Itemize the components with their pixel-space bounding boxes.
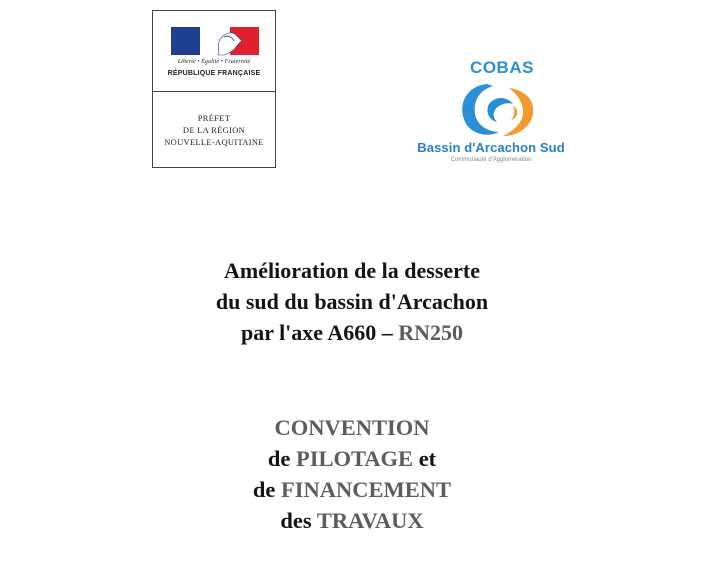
title-line3-road: RN250 xyxy=(398,320,464,345)
convention-keyword: PILOTAGE xyxy=(295,446,414,471)
convention-heading: CONVENTION xyxy=(274,415,430,440)
convention-keyword: FINANCEMENT xyxy=(281,477,452,502)
convention-word: des xyxy=(280,508,317,533)
prefect-line: NOUVELLE-AQUITAINE xyxy=(164,137,264,147)
convention-keyword: TRAVAUX xyxy=(316,508,424,533)
title-line: Amélioration de la desserte xyxy=(224,258,480,283)
prefect-line: DE LA RÉGION xyxy=(182,125,246,135)
prefecture-logo-block xyxy=(152,10,276,168)
republic-motto: Liberté • Égalité • Fraternité xyxy=(177,59,251,65)
convention-line xyxy=(0,474,704,505)
prefect-title xyxy=(153,112,275,148)
prefect-line: PRÉFET xyxy=(197,113,231,123)
cobas-swirl-icon xyxy=(453,78,549,142)
convention-word: de xyxy=(267,446,296,471)
title-line3-prefix: par l'axe A660 – xyxy=(240,320,399,345)
title-line xyxy=(0,317,704,348)
marianne-logo xyxy=(153,11,275,92)
cobas-name: Bassin d'Arcachon Sud xyxy=(417,140,565,155)
convention-title xyxy=(0,412,704,536)
convention-word: et xyxy=(413,446,437,471)
french-flag-icon xyxy=(171,27,259,55)
cobas-title: COBAS xyxy=(470,58,534,77)
cobas-subtitle: Communauté d'Agglomération xyxy=(450,157,532,163)
republic-name: RÉPUBLIQUE FRANÇAISE xyxy=(167,70,261,77)
document-title xyxy=(0,255,704,348)
convention-line xyxy=(0,443,704,474)
convention-word: de xyxy=(252,477,282,502)
title-line: du sud du bassin d'Arcachon xyxy=(215,289,489,314)
cobas-logo xyxy=(415,52,585,172)
convention-line xyxy=(0,505,704,536)
marianne-profile-icon xyxy=(214,25,248,57)
